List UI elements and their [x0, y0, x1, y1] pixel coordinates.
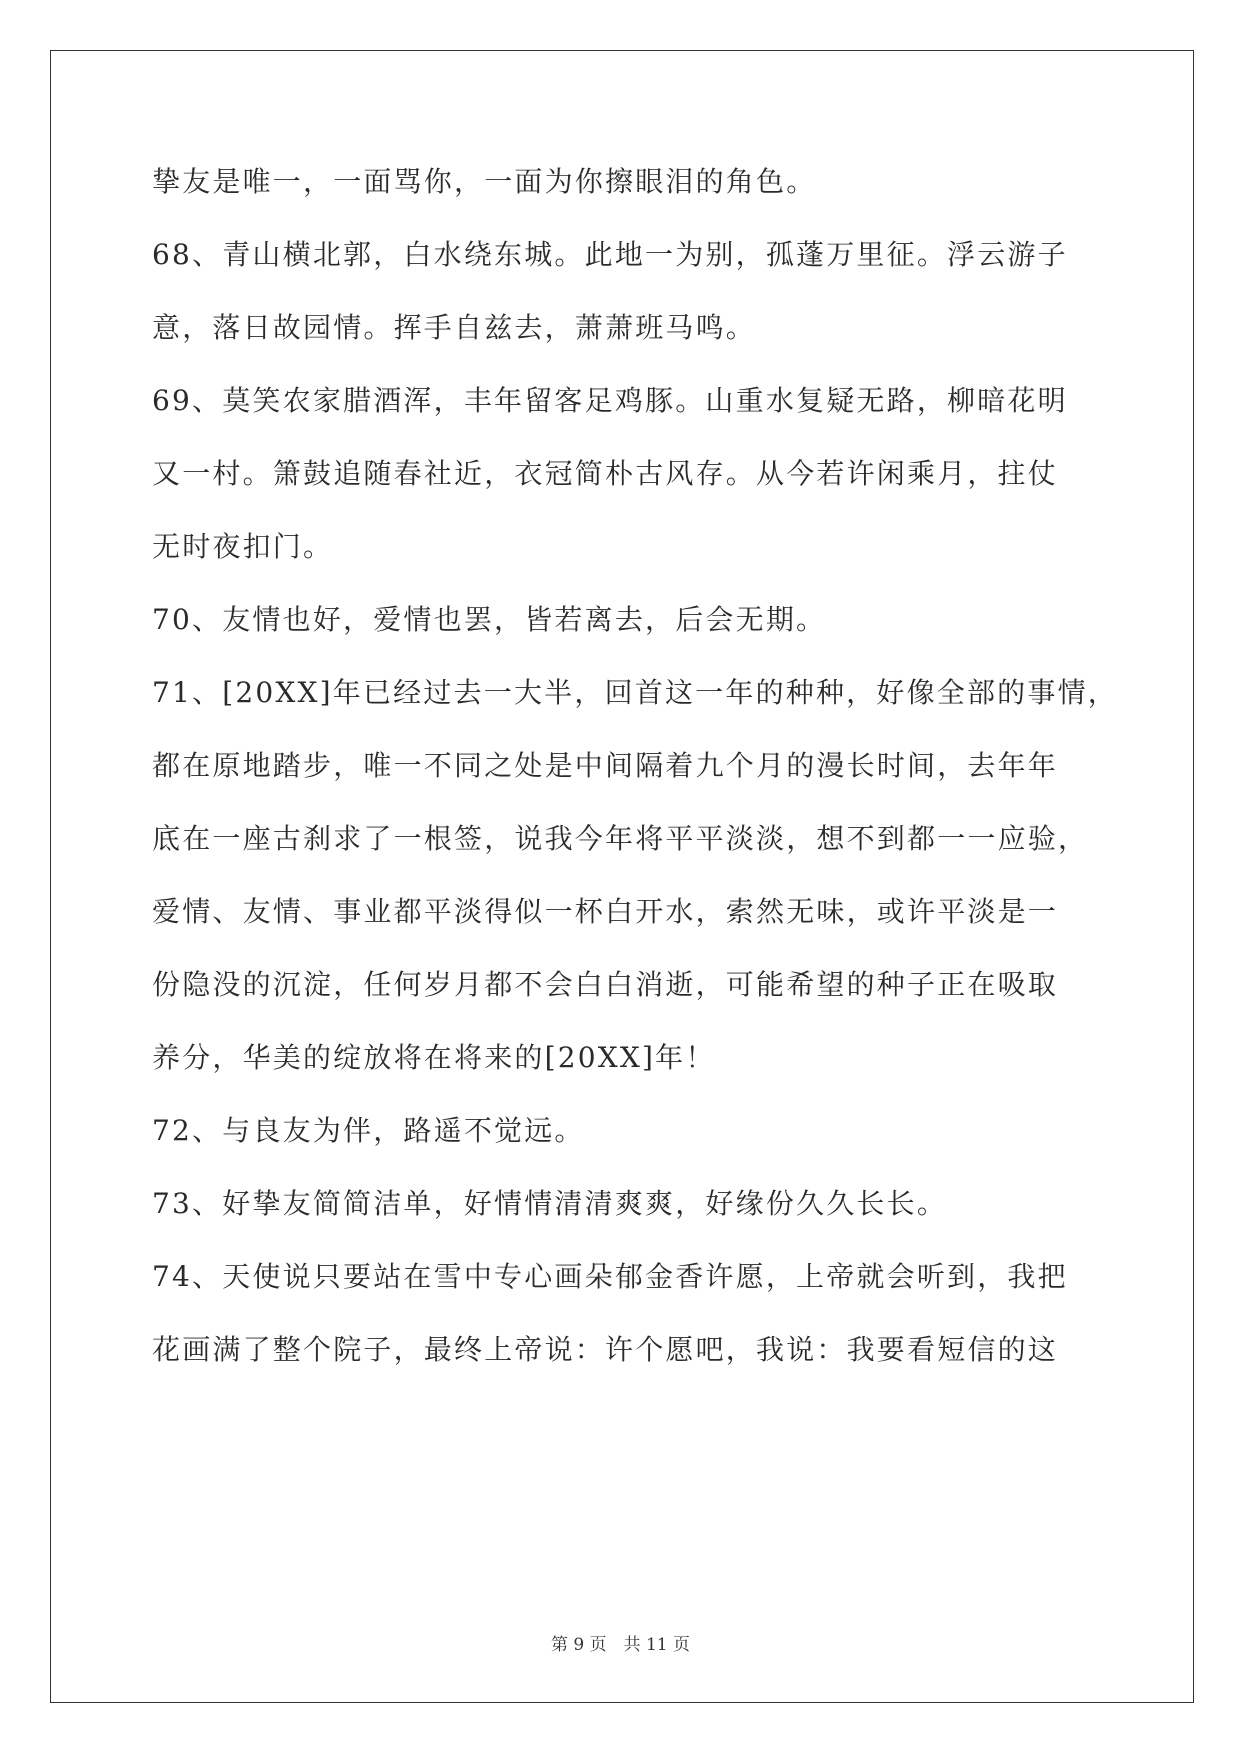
page-footer	[0, 1630, 1241, 1655]
text-line: 爱情、友情、事业都平淡得似一杯白开水，索然无味，或许平淡是一	[152, 895, 1059, 928]
text-line: 74、天使说只要站在雪中专心画朵郁金香许愿，上帝就会听到，我把	[152, 1260, 1068, 1293]
text-line: 71、[20XX]年已经过去一大半，回首这一年的种种，好像全部的事情，	[152, 676, 1118, 709]
text-line: 花画满了整个院子，最终上帝说：许个愿吧，我说：我要看短信的这	[152, 1333, 1059, 1366]
text-line: 又一村。箫鼓追随春社近，衣冠简朴古风存。从今若许闲乘月，拄仗	[152, 457, 1059, 490]
text-line: 68、青山横北郭，白水绕东城。此地一为别，孤蓬万里征。浮云游子	[152, 238, 1068, 271]
page-border	[50, 50, 1194, 1703]
text-line: 69、莫笑农家腊酒浑，丰年留客足鸡豚。山重水复疑无路，柳暗花明	[152, 384, 1068, 417]
text-line: 72、与良友为伴，路遥不觉远。	[152, 1114, 585, 1147]
text-line: 意，落日故园情。挥手自兹去，萧萧班马鸣。	[152, 311, 757, 344]
text-line: 挚友是唯一，一面骂你，一面为你擦眼泪的角色。	[152, 165, 817, 198]
text-line: 都在原地踏步，唯一不同之处是中间隔着九个月的漫长时间，去年年	[152, 749, 1059, 782]
text-line: 养分，华美的绽放将在将来的[20XX]年！	[152, 1041, 716, 1074]
text-line: 份隐没的沉淀，任何岁月都不会白白消逝，可能希望的种子正在吸取	[152, 968, 1059, 1001]
text-line: 底在一座古刹求了一根签，说我今年将平平淡淡，想不到都一一应验，	[152, 822, 1089, 855]
text-line: 70、友情也好，爱情也罢，皆若离去，后会无期。	[152, 603, 827, 636]
text-line: 73、好挚友简简洁单，好情情清清爽爽，好缘份久久长长。	[152, 1187, 948, 1220]
text-line: 无时夜扣门。	[152, 530, 334, 563]
page-number: 第 9 页 共 11 页	[550, 1635, 691, 1655]
